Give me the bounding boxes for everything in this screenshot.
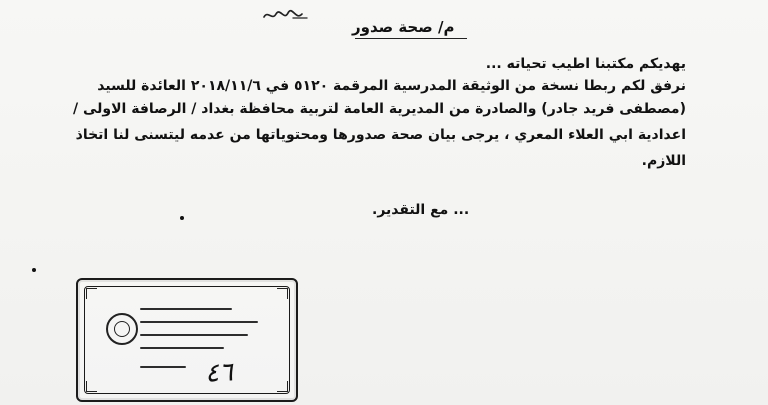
ink-dot [32, 268, 36, 272]
body-line-3: اعدادية ابي العلاء المعري ، يرجى بيان صحة صدورها ومحتوياتها من عدمه ليتسنى لنا اتخاذ [75, 127, 686, 143]
ink-dot [180, 216, 184, 220]
stamp-text-line [140, 347, 224, 349]
stamp-text-line [140, 308, 232, 310]
stamp-number: ٤٦ [204, 357, 234, 389]
greeting-line: يهديكم مكتبنا اطيب تحياته ... [485, 56, 686, 72]
stamp-corner-ornament [277, 381, 288, 392]
subject-title: م/ صحة صدور [352, 18, 455, 36]
stamp-text-line [140, 334, 248, 336]
body-line-2: (مصطفى فريد جادر) والصادرة من المديرية العامة لتربية محافظة بغداد / الرصافة الاولى / [73, 101, 686, 117]
stamp-content [78, 280, 296, 400]
seal-icon [106, 313, 138, 345]
body-line-4: اللازم. [641, 153, 686, 169]
stamp-corner-ornament [86, 381, 97, 392]
closing-line: ... مع التقدير. [372, 202, 470, 218]
stamp-corner-ornament [86, 288, 97, 299]
stamp-corner-ornament [277, 288, 288, 299]
subject-underline [355, 38, 467, 39]
signature-scribble [262, 6, 310, 24]
body-line-1: نرفق لكم ربطا نسخة من الوثيقة المدرسية المرقمة ٥١٢٠ في ٢٠١٨/١١/٦ العائدة للسيد [97, 78, 686, 94]
stamp-text-line [140, 321, 258, 323]
official-stamp [76, 278, 298, 402]
stamp-text-line [140, 366, 186, 368]
